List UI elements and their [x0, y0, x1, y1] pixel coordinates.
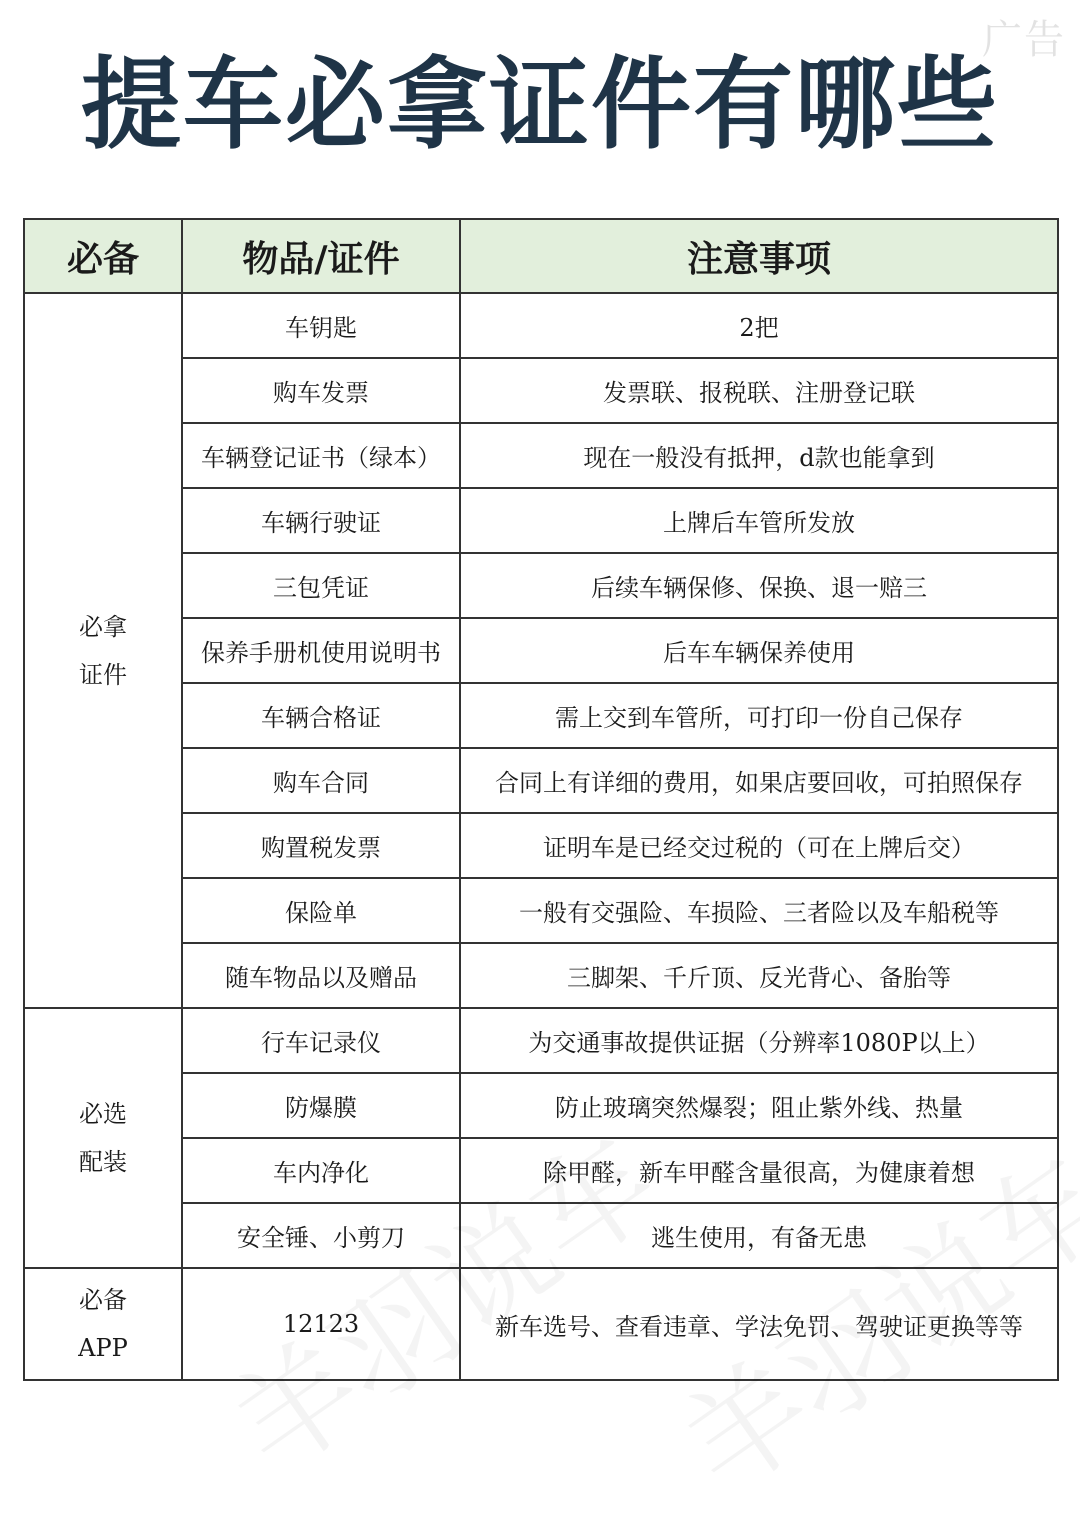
item-cell: 保险单	[182, 878, 460, 943]
header-required: 必备	[24, 219, 182, 293]
header-notes: 注意事项	[460, 219, 1058, 293]
page-title: 提车必拿证件有哪些	[81, 46, 999, 163]
note-cell: 上牌后车管所发放	[460, 488, 1058, 553]
item-cell: 随车物品以及赠品	[182, 943, 460, 1008]
table-row	[24, 1268, 1058, 1380]
item-cell: 三包凭证	[182, 553, 460, 618]
checklist-table	[23, 218, 1059, 1381]
note-cell: 逃生使用，有备无患	[460, 1203, 1058, 1268]
item-cell: 车辆合格证	[182, 683, 460, 748]
note-cell: 新车选号、查看违章、学法免罚、驾驶证更换等等	[460, 1268, 1058, 1380]
item-cell: 行车记录仪	[182, 1008, 460, 1073]
table-row	[24, 1008, 1058, 1073]
note-cell: 需上交到车管所，可打印一份自己保存	[460, 683, 1058, 748]
group-label-line: 证件	[79, 660, 127, 689]
group-label-must-have-app	[24, 1268, 182, 1380]
note-cell: 证明车是已经交过税的（可在上牌后交）	[460, 813, 1058, 878]
group-label-line: APP	[78, 1334, 128, 1362]
group-label-line: 必拿	[79, 612, 127, 641]
item-cell: 车内净化	[182, 1138, 460, 1203]
note-cell: 防止玻璃突然爆裂；阻止紫外线、热量	[460, 1073, 1058, 1138]
item-cell: 车钥匙	[182, 293, 460, 358]
table-row	[24, 293, 1058, 358]
note-cell: 现在一般没有抵押，d款也能拿到	[460, 423, 1058, 488]
note-cell: 合同上有详细的费用，如果店要回收，可拍照保存	[460, 748, 1058, 813]
group-label-must-choose	[24, 1008, 182, 1268]
item-cell: 保养手册机使用说明书	[182, 618, 460, 683]
item-cell: 车辆行驶证	[182, 488, 460, 553]
item-cell: 安全锤、小剪刀	[182, 1203, 460, 1268]
table-header-row	[24, 219, 1058, 293]
item-cell: 防爆膜	[182, 1073, 460, 1138]
note-cell: 一般有交强险、车损险、三者险以及车船税等	[460, 878, 1058, 943]
item-cell: 购车发票	[182, 358, 460, 423]
note-cell: 除甲醛，新车甲醛含量很高，为健康着想	[460, 1138, 1058, 1203]
note-cell: 2把	[460, 293, 1058, 358]
group-label-line: 配装	[79, 1148, 127, 1176]
group-label-must-bring	[24, 293, 182, 1008]
header-item: 物品/证件	[182, 219, 460, 293]
ad-tag: 广告	[982, 17, 1066, 63]
item-cell: 购置税发票	[182, 813, 460, 878]
note-cell: 后续车辆保修、保换、退一赔三	[460, 553, 1058, 618]
group-label-line: 必选	[79, 1100, 127, 1128]
note-cell: 三脚架、千斤顶、反光背心、备胎等	[460, 943, 1058, 1008]
item-cell: 车辆登记证书（绿本）	[182, 423, 460, 488]
note-cell: 为交通事故提供证据（分辨率1080P以上）	[460, 1008, 1058, 1073]
note-cell: 发票联、报税联、注册登记联	[460, 358, 1058, 423]
item-cell: 购车合同	[182, 748, 460, 813]
item-cell: 12123	[182, 1268, 460, 1380]
group-label-line: 必备	[79, 1286, 127, 1314]
note-cell: 后车车辆保养使用	[460, 618, 1058, 683]
